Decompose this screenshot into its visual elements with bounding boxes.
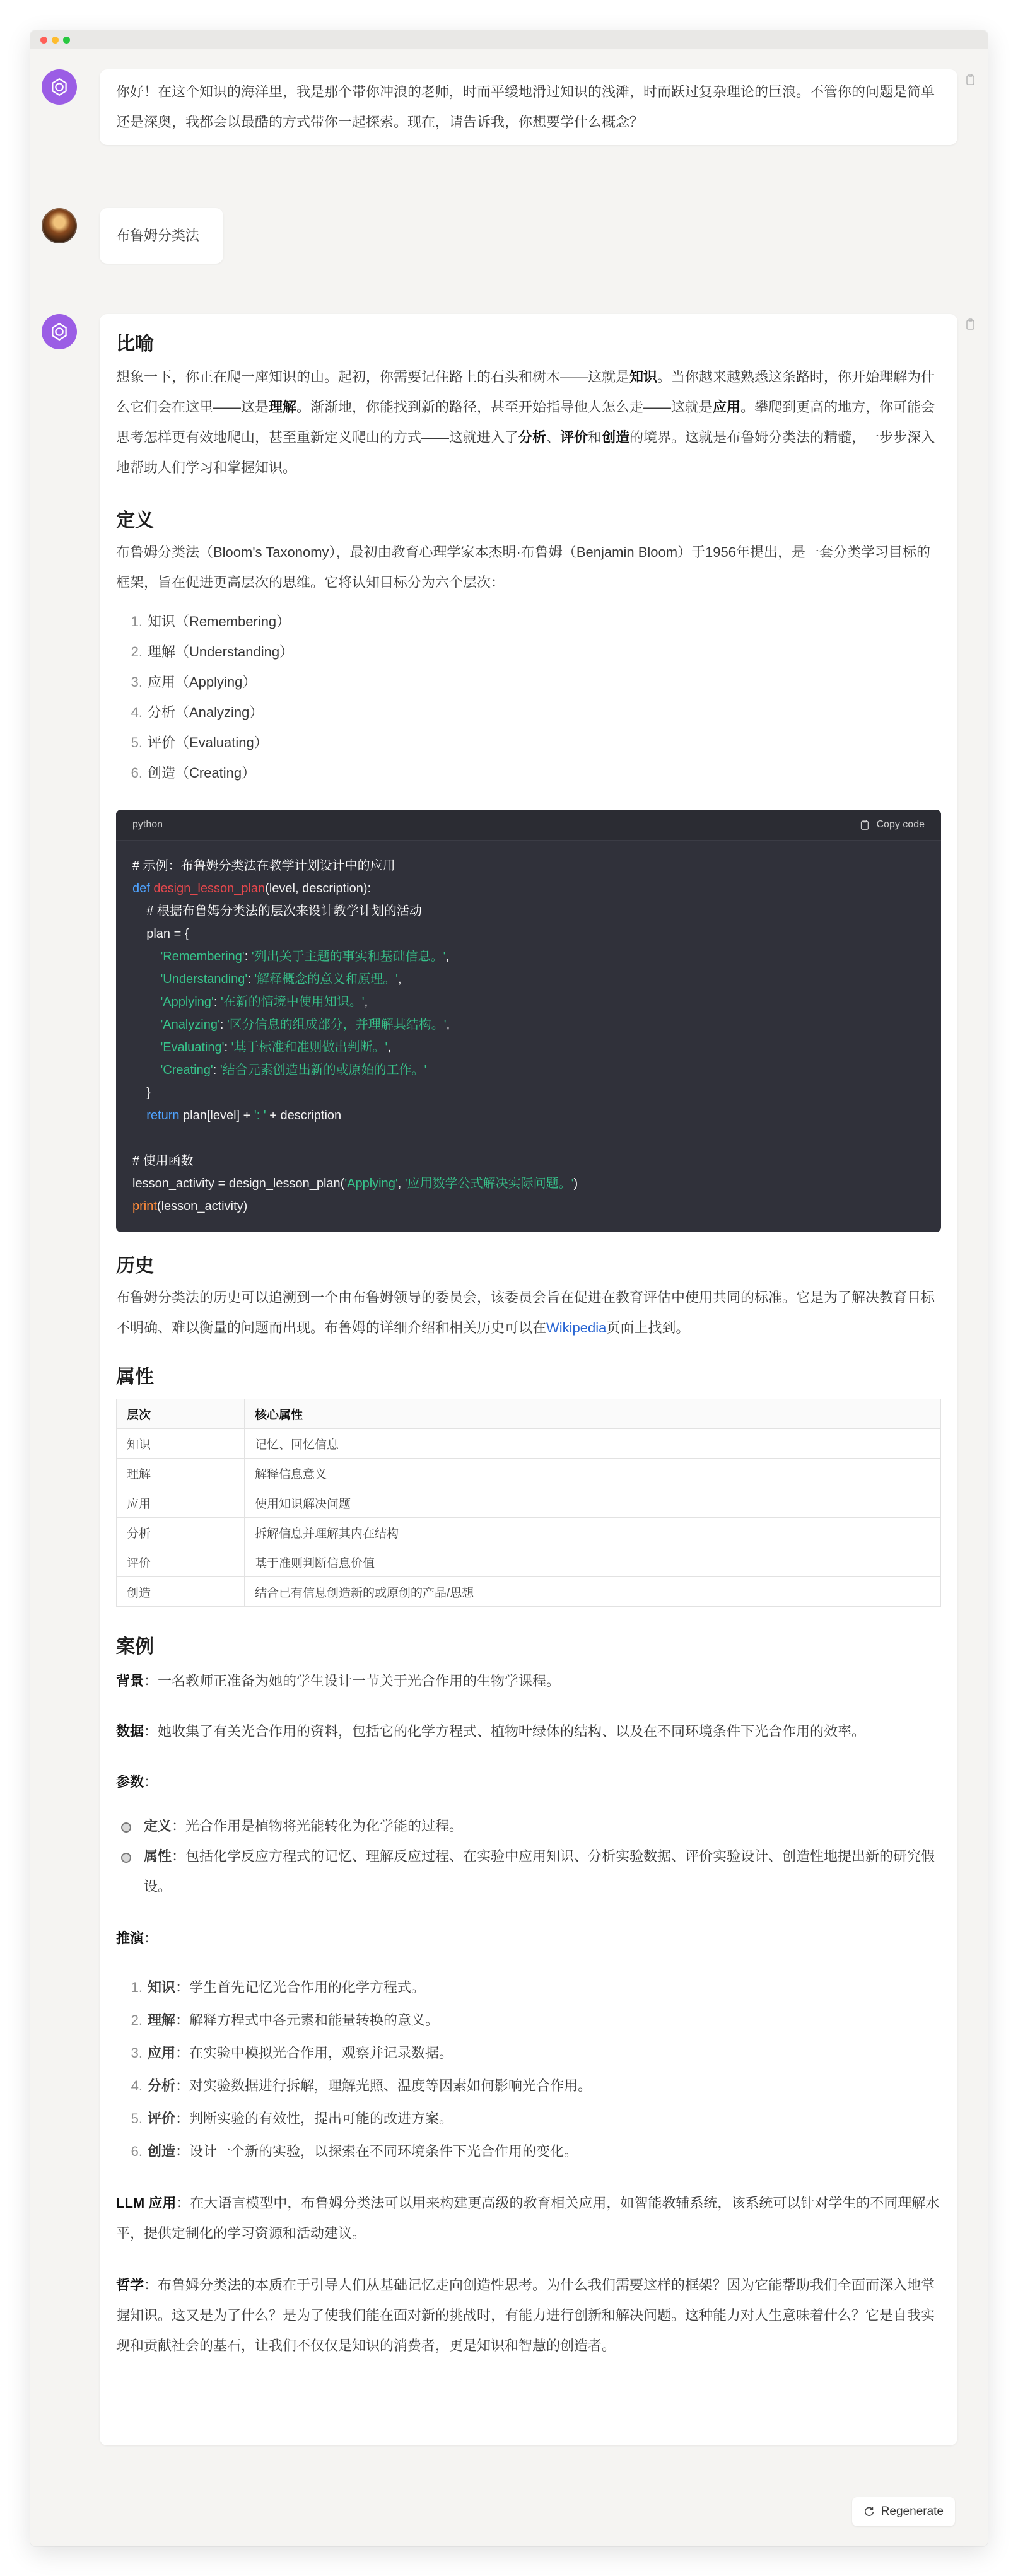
table-row: 评价 基于准则判断信息价值 — [117, 1547, 941, 1577]
list-item: 4. 分析：对实验数据进行拆解，理解光照、温度等因素如何影响光合作用。 — [131, 2078, 592, 2094]
list-item: 5. 评价（Evaluating） — [131, 735, 268, 750]
levels-list — [116, 607, 941, 788]
table-header: 核心属性 — [245, 1399, 941, 1429]
table-row: 理解 解释信息意义 — [117, 1459, 941, 1488]
title-bar — [30, 30, 988, 49]
attributes-table — [116, 1399, 941, 1607]
section-title-analogy: 比喻 — [116, 334, 154, 354]
list-item: 2. 理解：解释方程式中各元素和能量转换的意义。 — [131, 2012, 440, 2028]
list-item: 5. 评价：判断实验的有效性，提出可能的改进方案。 — [131, 2111, 453, 2126]
code-block — [116, 810, 941, 1232]
regenerate-label: Regenerate — [881, 2505, 944, 2518]
section-title-history: 历史 — [116, 1256, 154, 1276]
list-item: 3. 应用：在实验中模拟光合作用，观察并记录数据。 — [131, 2045, 453, 2061]
case-background: 背景：一名教师正准备为她的学生设计一节关于光合作用的生物学课程。 — [116, 1673, 561, 1689]
code-language: python — [132, 819, 163, 830]
copy-message-icon[interactable] — [964, 73, 976, 86]
app-window — [30, 30, 988, 2546]
deduction-steps — [116, 1973, 941, 2167]
case-deduction: 推演： — [116, 1930, 158, 1946]
code-header — [116, 810, 941, 841]
case-parameters: 参数： — [116, 1774, 158, 1790]
user-message-text: 布鲁姆分类法 — [116, 228, 200, 243]
wikipedia-link[interactable]: Wikipedia — [546, 1320, 607, 1336]
analogy-paragraph: 想象一下，你正在爬一座知识的山。起初，你需要记住路上的石头和树木——这就是知识。当你越来越熟悉这条路时，你开始理解为什么它们会在这里——这是理解。渐渐地，你能找到新的路径，甚至开始指导他人怎么走——这就是应用。攀爬到更高的地方，你可能会思考怎样更有效地爬山，甚至重新定义爬山的方式——这就进入了分析、评价和创造的境界。这就是布鲁姆分类法的精髓，一步步深入地帮助人们学习和掌握知识。 — [116, 369, 935, 475]
table-header: 层次 — [117, 1399, 245, 1429]
regenerate-button[interactable] — [852, 2497, 955, 2526]
maximize-window-button[interactable] — [63, 37, 70, 44]
list-item: 4. 分析（Analyzing） — [131, 704, 264, 720]
table-row: 应用 使用知识解决问题 — [117, 1488, 941, 1518]
philosophy: 哲学：布鲁姆分类法的本质在于引导人们从基础记忆走向创造性思考。为什么我们需要这样的框架？因为它能帮助我们全面而深入地掌握知识。这又是为了什么？是为了使我们能在面对新的挑战时，有能力进行创新和解决问题。这种能力对人生意味着什么？它是自我实现和贡献社会的基石，让我们不仅仅是知识的消费者，更是知识和智慧的创造者。 — [116, 2277, 935, 2353]
list-item: 3. 应用（Applying） — [131, 674, 257, 690]
close-window-button[interactable] — [40, 37, 47, 44]
copy-code-button[interactable]: Copy code — [859, 819, 925, 831]
list-item: 1. 知识（Remembering） — [131, 614, 291, 629]
list-item: 6. 创造：设计一个新的实验，以探索在不同环境条件下光合作用的变化。 — [131, 2143, 578, 2159]
table-row: 知识 记忆、回忆信息 — [117, 1429, 941, 1459]
case-data: 数据：她收集了有关光合作用的资料，包括它的化学方程式、植物叶绿体的结构、以及在不同环境条件下光合作用的效率。 — [116, 1723, 866, 1739]
assistant-message-answer — [100, 314, 957, 2445]
user-message — [100, 208, 223, 264]
history-paragraph: 布鲁姆分类法的历史可以追溯到一个由布鲁姆领导的委员会，该委员会旨在促进在教育评估中使用共同的标准。它是为了解决教育目标不明确、难以衡量的问题而出现。布鲁姆的详细介绍和相关历史可以在Wikipedia页面上找到。 — [116, 1290, 935, 1336]
table-row: 分析 拆解信息并理解其内在结构 — [117, 1518, 941, 1547]
minimize-window-button[interactable] — [52, 37, 59, 44]
llm-application: LLM 应用：在大语言模型中，布鲁姆分类法可以用来构建更高级的教育相关应用，如智能教辅系统，该系统可以针对学生的不同理解水平，提供定制化的学习资源和活动建议。 — [116, 2195, 940, 2241]
parameter-list — [116, 1811, 941, 1902]
assistant-message-intro — [100, 69, 957, 145]
section-title-definition: 定义 — [116, 510, 154, 531]
section-title-case: 案例 — [116, 1636, 154, 1657]
refresh-icon — [863, 2506, 875, 2517]
list-item: 1. 知识：学生首先记忆光合作用的化学方程式。 — [131, 1979, 426, 1995]
section-title-attributes: 属性 — [116, 1367, 154, 1387]
list-item: 定义：光合作用是植物将光能转化为化学能的过程。 — [116, 1811, 941, 1841]
intro-text: 你好！在这个知识的海洋里，我是那个带你冲浪的老师，时而平缓地滑过知识的浅滩，时而跃过复杂理论的巨浪。不管你的问题是简单还是深奥，我都会以最酷的方式带你一起探索。现在，请告诉我，你想要学什么概念？ — [116, 84, 935, 130]
assistant-avatar-icon — [42, 314, 77, 349]
list-item: 2. 理解（Understanding） — [131, 644, 294, 660]
code-content: # 示例：布鲁姆分类法在教学计划设计中的应用 def design_lesson_plan(level, description): # 根据布鲁姆分类法的层次来设计教学计划的活动 plan = { 'Remembering': '列出关于主题的事实和基础信息。', 'Understanding': '解释概念的意义和原理。', 'Applying': '在新的情境中使用知识。', 'Analyzing': '区分信息的组成部分，并理解其结构。', 'Evaluating': '基于标准和准则做出判断。', 'Creating': '结合元素创造出新的或原始的工作。' } return plan[level] + ': ' + description # 使用函数 lesson_activity = design_lesson_plan('Applying', '应用数学公式解决实际问题。') print(lesson_activity) — [132, 859, 578, 1213]
table-row: 创造 结合已有信息创造新的或原创的产品/思想 — [117, 1577, 941, 1607]
list-item: 6. 创造（Creating） — [131, 765, 256, 781]
definition-paragraph: 布鲁姆分类法（Bloom's Taxonomy），最初由教育心理学家本杰明·布鲁姆（Benjamin Bloom）于1956年提出，是一套分类学习目标的框架，旨在促进更高层次的思维。它将认知目标分为六个层次： — [116, 544, 930, 590]
clipboard-icon — [859, 819, 870, 831]
assistant-avatar-icon — [42, 69, 77, 105]
list-item: 属性：包括化学反应方程式的记忆、理解反应过程、在实验中应用知识、分析实验数据、评价实验设计、创造性地提出新的研究假设。 — [116, 1841, 941, 1902]
user-avatar — [42, 208, 77, 243]
table-header-row — [117, 1399, 941, 1429]
copy-message-icon[interactable] — [964, 318, 976, 330]
